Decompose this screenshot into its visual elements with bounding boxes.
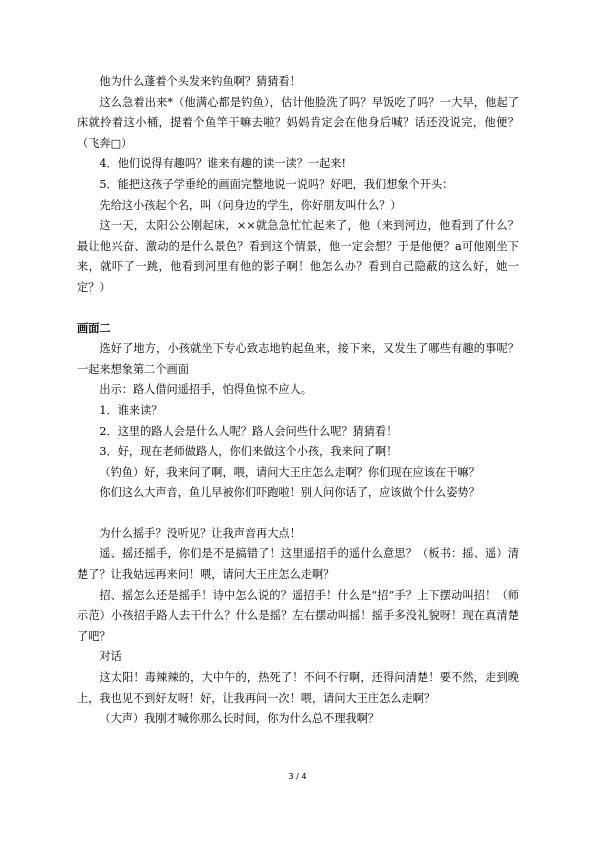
- paragraph-label: 对话: [99, 650, 122, 664]
- paragraph: 为什么摇手？没听见？让我声音再大点！: [99, 526, 301, 540]
- paragraph: 出示：路人借问遥招手，怕得鱼惊不应人。: [99, 383, 312, 397]
- paragraph: 这一天，太阳公公刚起床，××就急急忙忙起来了，他（来到河边，他看到了什么？最让他兴奋、激动的是什么景色？看到这个情景，他一定会想？于是他便？a可他刚坐下来，就吓了一跳，他看到河里有他的影子啊！他怎么办？看到自己隐蔽的这么好，她一定？）: [77, 219, 519, 294]
- paragraph: 1．谁来读？: [99, 403, 163, 417]
- paragraph: 4．他们说得有趣吗？谁来有趣的读一读？一起来!: [99, 157, 346, 171]
- paragraph: 这么急着出来*（他满心都是钓鱼），估计他脸洗了吗？早饭吃了吗？一大早，他起了床就拎着这小桶，提着个鱼竿干嘛去啦？妈妈肯定会在他身后喊？话还没说完，他便？（飞奔□）: [77, 95, 519, 150]
- paragraph: 2．这里的路人会是什么人呢？路人会问些什么呢？猜猜看！: [99, 424, 398, 438]
- document-body: [77, 72, 519, 730]
- paragraph: 他为什么蓬着个头发来钓鱼啊？猜猜看！: [99, 75, 301, 88]
- section-dialogue: [77, 524, 519, 730]
- section-picture-one: [77, 72, 519, 299]
- paragraph: 遥、摇还摇手，你们是不是搞错了！这里遥招手的遥什么意思？（板书：摇、遥）清楚了？让我姑远再来问！喂，请问大王庄怎么走啊？: [77, 547, 519, 582]
- paragraph: （大声）我刚才喊你那么长时间，你为什么总不理我啊？: [99, 712, 380, 726]
- section-heading: 画面二: [77, 321, 111, 335]
- spacer: [77, 504, 519, 524]
- paragraph: 选好了地方，小孩就坐下专心致志地钓起鱼来，接下来，又发生了哪些有趣的事呢？一起来想象第二个画面: [77, 342, 519, 376]
- paragraph: 3．好，现在老师做路人，你们来做这个小孩，我来问了啊！: [99, 445, 398, 459]
- section-picture-two: [77, 339, 519, 504]
- paragraph: 招、摇怎么还是摇手！诗中怎么说的？遥招手！什么是“招”手？上下摆动叫招！（师示范）小孩招手路人去干什么？什么是摇？左右摆动叫摇！摇手多没礼貌呀！现在真清楚了吧？: [77, 588, 519, 643]
- paragraph: 5．能把这孩子学垂纶的画面完整地说一说吗？好吧，我们想象个开头：: [99, 177, 454, 191]
- paragraph: 这太阳！毒辣辣的，大中午的，热死了！不问不行啊，还得问清楚！要不然，走到晚上，我也见不到好友呀！好，让我再问一次！喂，请问大王庄怎么走啊？: [77, 671, 519, 705]
- page-number: 3 / 4: [288, 772, 307, 781]
- paragraph: 你们这么大声音，鱼儿早被你们吓跑啦！别人问你话了，应该做个什么姿势？: [99, 486, 480, 500]
- paragraph: （钓鱼）好，我来问了啊，喂，请问大王庄怎么走啊？你们现在应该在干嘛？: [99, 465, 480, 479]
- paragraph: 先给这小孩起个名，叫（问身边的学生，你好朋友叫什么？）: [99, 198, 402, 212]
